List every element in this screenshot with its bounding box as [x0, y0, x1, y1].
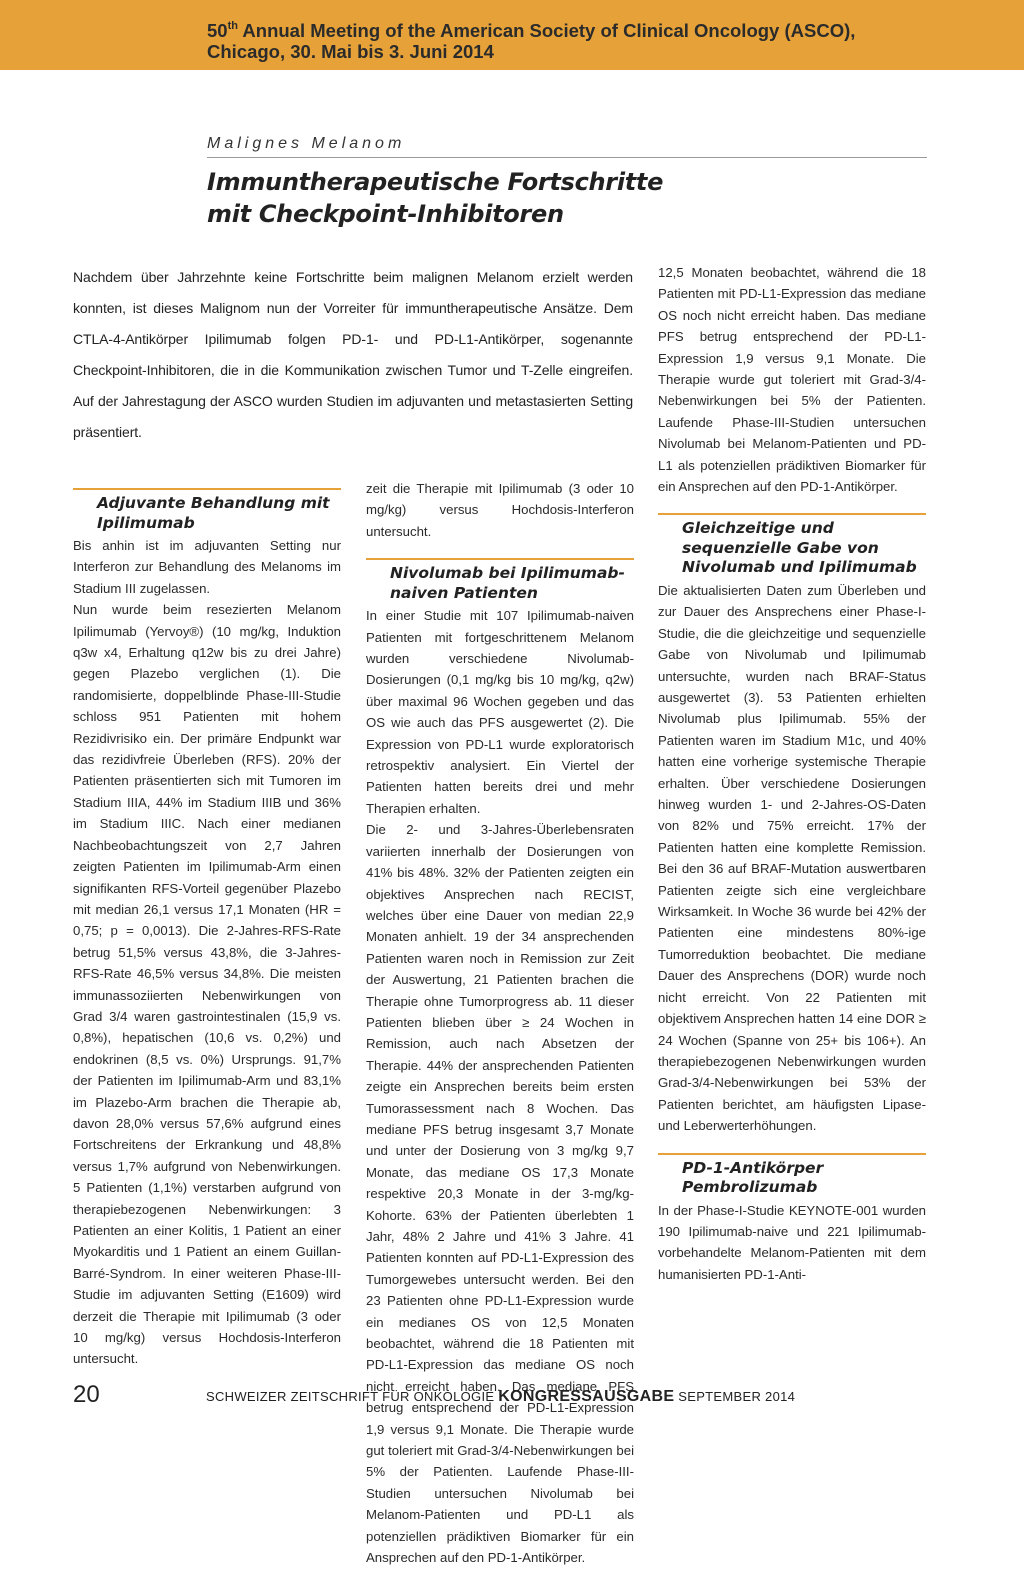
section-heading-nivolumab: Nivolumab bei Ipilimumab-naiven Patienten	[390, 564, 625, 602]
section-divider	[658, 513, 926, 515]
conference-title-line2: Chicago, 30. Mai bis 3. Juni 2014	[207, 41, 494, 62]
paragraph-continued: zeit die Therapie mit Ipilimumab (3 oder 10 mg/kg) versus Hochdosis-Interferon untersucht.	[366, 481, 634, 539]
paragraph: Bis anhin ist im adjuvanten Setting nur Interferon zur Behandlung des Melanoms im Stadium III zugelassen.	[73, 538, 341, 596]
column-3	[658, 262, 926, 1285]
ordinal-suffix: th	[227, 19, 238, 32]
edition-label: KONGRESSAUSGABE	[498, 1388, 675, 1405]
section-heading-adjuvant: Adjuvante Behandlung mit Ipilimumab	[97, 494, 330, 532]
section-heading-combination: Gleichzeitige und sequenzielle Gabe von Nivolumab und Ipilimumab	[682, 519, 917, 577]
kicker-divider	[207, 157, 927, 158]
article-title-line2: mit Checkpoint-Inhibitoren	[207, 200, 564, 228]
page-footer	[73, 1380, 933, 1414]
issue-date: SEPTEMBER 2014	[678, 1389, 796, 1404]
header-banner	[0, 0, 1024, 70]
section-divider	[366, 558, 634, 560]
paragraph: Nun wurde beim resezierten Melanom Ipilimumab (Yervoy®) (10 mg/kg, Induktion q3w x4, Erhaltung q12w bis zu drei Jahre) gegen Plazebo verglichen (1). Die randomisierte, doppelblinde Phase-III-Studie schloss 951 Patienten mit hohem Rezidivrisiko ein. Der primäre Endpunkt war das rezidivfreie Überleben (RFS). 20% der Patienten präsentierten sich mit Tumoren im Stadium IIIA, 44% im Stadium IIIB und 36% im Stadium IIIC. Nach einer medianen Nachbeobachtungszeit von 2,7 Jahren zeigten Patienten im Ipilimumab-Arm einen signifikanten RFS-Vorteil gegenüber Plazebo mit median 26,1 versus 17,1 Monaten (HR = 0,75; p = 0,0013). Die 2-Jahres-RFS-Rate betrug 51,5% versus 43,8%, die 3-Jahres-RFS-Rate 46,5% versus 34,8%. Die meisten immunassoziierten Nebenwirkungen von Grad 3/4 waren gastrointestinalen (15,9 vs. 0,8%), hepatischen (10,6 vs. 0,2%) und endokrinen (8,5 vs. 0%) Ursprungs. 91,7% der Patienten im Ipilimumab-Arm und 83,1% im Plazebo-Arm brachen die Therapie ab, davon 28,0% versus 57,6% aufgrund eines Fortschreitens der Erkrankung und 48,8% versus 1,7% aufgrund von Nebenwirkungen. 5 Patienten (1,1%) verstarben aufgrund von therapiebezogenen Nebenwirkungen: 3 Patienten an einer Kolitis, 1 Patient an einer Myokarditis und 1 Patient an einem Guillan-Barré-Syndrom. In einer weiteren Phase-III-Studie im adjuvanten Setting (E1609) wird derzeit die Therapie mit Ipilimumab (3 oder 10 mg/kg) versus Hochdosis-Interferon untersucht.	[73, 602, 341, 1367]
section-divider	[73, 488, 341, 490]
article-title-line1: Immuntherapeutische Fortschritte	[207, 168, 664, 196]
column-1	[73, 488, 341, 1367]
paragraph-continued: 12,5 Monaten beobachtet, während die 18 Patienten mit PD-L1-Expression das mediane OS noch nicht erreicht haben. Das mediane PFS betrug entsprechend der PD-L1-Expression 1,9 versus 9,1 Monate. Die Therapie wurde gut toleriert mit Grad-3/4-Nebenwirkungen bei 5% der Patienten. Laufende Phase-III-Studien untersuchen Nivolumab bei Melanom-Patienten und PD-L1 als potenziellen prädiktiven Biomarker für ein Ansprechen auf den PD-1-Antikörper.	[658, 265, 926, 495]
paragraph: In einer Studie mit 107 Ipilimumab-naiven Patienten mit fortgeschrittenem Melanom wurden verschiedene Nivolumab-Dosierungen (0,1 mg/kg bis 10 mg/kg, q2w) über maximal 96 Wochen gegeben und das OS wie auch das PFS ausgewertet (2). Die Expression von PD-L1 wurde exploratorisch retrospektiv analysiert. Ein Viertel der Patienten hatten bereits drei und mehr Therapien erhalten.	[366, 608, 634, 816]
section-kicker: Malignes Melanom	[207, 135, 406, 152]
article-title	[207, 166, 907, 230]
article-lead: Nachdem über Jahrzehnte keine Fortschritte beim malignen Melanom erzielt werden konnten, ist dieses Malignom nun der Vorreiter für immuntherapeutische Ansätze. Dem CTLA-4-Antikörper Ipilimumab folgen PD-1- und PD-L1-Antikörper, sogenannte Checkpoint-Inhibitoren, die in die Kommunikation zwischen Tumor und T-Zelle eingreifen. Auf der Jahrestagung der ASCO wurden Studien im adjuvanten und metastasierten Setting präsentiert.	[73, 269, 633, 440]
journal-name: SCHWEIZER ZEITSCHRIFT FÜR ONKOLOGIE	[206, 1389, 495, 1404]
section-divider	[658, 1153, 926, 1155]
paragraph: Die 2- und 3-Jahres-Überlebensraten variierten innerhalb der Dosierungen von 41% bis 48%. 32% der Patienten zeigten ein objektives Ansprechen nach RECIST, welches über eine Dauer von median 22,9 Monaten anhielt. 19 der 34 ansprechenden Patienten waren noch in Remission zur Zeit der Auswertung, 21 Patienten brachen die Therapie ohne Tumorprogress ab. 11 dieser Patienten blieben über ≥ 24 Wochen in Remission, auch nach Absetzen der Therapie. 44% der ansprechenden Patienten zeigte ein Ansprechen bereits beim ersten Tumorassessment nach 8 Wochen. Das mediane PFS betrug insgesamt 3,7 Monate und unter der Dosierung von 3 mg/kg 9,7 Monate, das mediane OS 17,3 Monate respektive 20,3 Monate in der 3-mg/kg-Kohorte. 63% der Patienten überlebten 1 Jahr, 48% 2 Jahre und 41% 3 Jahre. 41 Patienten konnten auf PD-L1-Expression des Tumorgewebes untersucht werden. Bei den 23 Patienten ohne PD-L1-Expression wurde ein medianes OS von 12,5 Monaten beobachtet, während die 18 Patienten mit PD-L1-Expression das mediane OS noch nicht erreicht haben. Das mediane PFS betrug entsprechend der PD-L1-Expression 1,9 versus 9,1 Monate. Die Therapie wurde gut toleriert mit Grad-3/4-Nebenwirkungen bei 5% der Patienten. Laufende Phase-III-Studien untersuchen Nivolumab bei Melanom-Patienten und PD-L1 als potenziellen prädiktiven Biomarker für ein Ansprechen auf den PD-1-Antikörper.	[366, 822, 634, 1566]
conference-title-line1: 50th Annual Meeting of the American Society of Clinical Oncology (ASCO),	[207, 19, 856, 41]
journal-line	[206, 1387, 795, 1407]
paragraph: Die aktualisierten Daten zum Überleben und zur Dauer des Ansprechens einer Phase-I-Studie, die die gleichzeitige und sequenzielle Gabe von Nivolumab und Ipilimumab untersuchte, wurden nach BRAF-Status ausgewertet (3). 53 Patienten erhielten Nivolumab plus Ipilimumab. 55% der Patienten waren im Stadium M1c, und 40% hatten eine vorherige systemische Therapie erhalten. Über verschiedene Dosierungen hinweg wurden 1- und 2-Jahres-OS-Daten von 82% und 75% erreicht. 17% der Patienten hatten eine komplette Remission. Bei den 36 auf BRAF-Mutation auswertbaren Patienten zeigte sich eine vergleichbare Wirksamkeit. In Woche 36 wurde bei 42% der Patienten eine mindestens 80%-ige Tumorreduktion beobachtet. Die mediane Dauer des Ansprechens (DOR) wurde noch nicht erreicht. Von 22 Patienten mit objektivem Ansprechen hatten 14 eine DOR ≥ 24 Wochen (Spanne von 25+ bis 106+). An therapiebezogenen Nebenwirkungen wurden Grad-3/4-Nebenwirkungen bei 53% der Patienten berichtet, am häufigsten Lipase- und Leberwerterhöhungen.	[658, 582, 926, 1134]
page-number: 20	[73, 1381, 100, 1408]
section-heading-pembrolizumab: PD-1-Antikörper Pembrolizumab	[682, 1158, 824, 1197]
conference-title	[207, 20, 1007, 62]
paragraph: In der Phase-I-Studie KEYNOTE-001 wurden 190 Ipilimumab-naive und 221 Ipilimumab-vorbehandelte Melanom-Patienten mit dem humanisierten PD-1-Anti-	[658, 1202, 926, 1282]
